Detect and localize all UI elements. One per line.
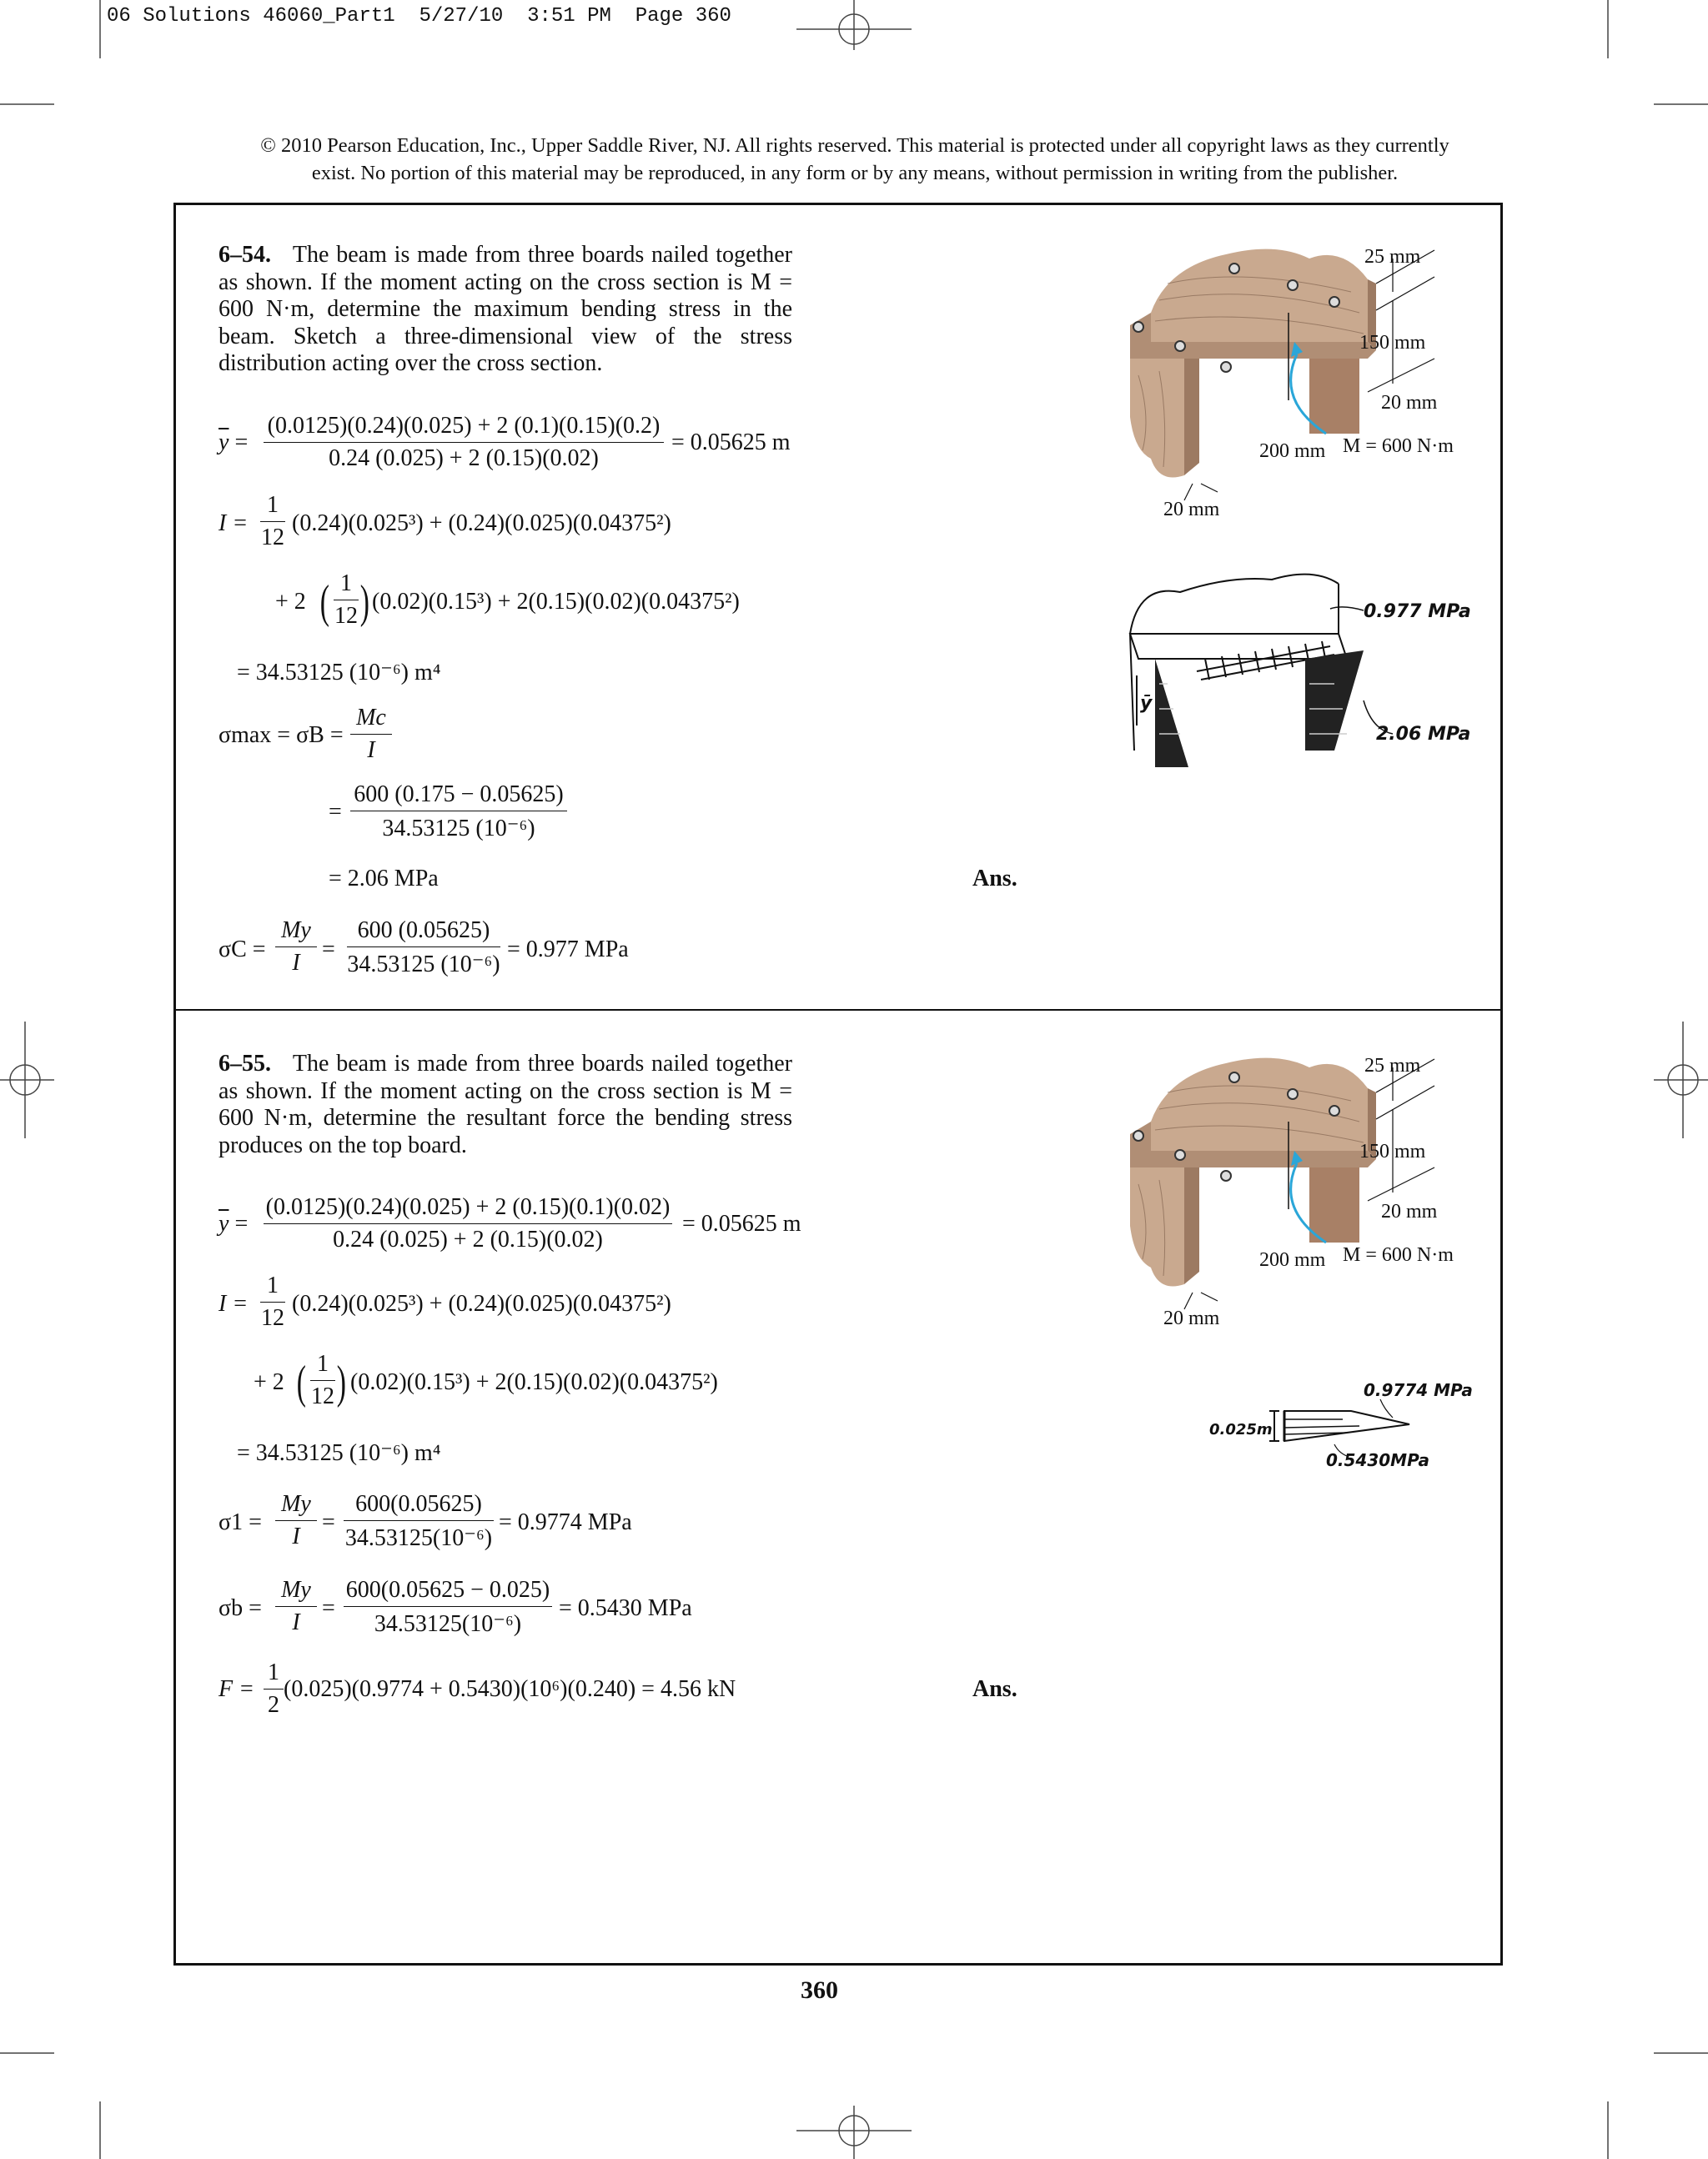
ybar-655-denominator: 0.24 (0.025) + 2 (0.15)(0.02) [333,1227,603,1253]
answer-label-655: Ans. [972,1676,1017,1702]
paren-left: ( [319,576,329,628]
I-655-lhs: I = [219,1291,249,1317]
dim-20-bottom-654: 20 mm [1163,499,1220,520]
sigma1-frac2: 600(0.05625) 34.53125(10⁻⁶) [344,1491,493,1551]
I-654-lhs: I = [219,510,249,536]
ybar-654-lhs: $\overline{y}$ = [219,429,249,455]
sigma-c-frac2: 600 (0.05625) 34.53125 (10⁻⁶) [347,917,500,977]
copyright-notice [192,132,1518,187]
sigmab-result: = 0.5430 MPa [559,1595,692,1621]
problem-divider [173,1009,1503,1011]
print-slug: 06 Solutions 46060_Part1 5/27/10 3:51 PM Page 360 [107,5,731,28]
dim-20-right-654: 20 mm [1381,392,1438,414]
sigmab-frac2: 600(0.05625 − 0.025) 34.53125(10⁻⁶) [344,1577,552,1638]
F-lhs: F = [219,1676,254,1702]
I-654-result: = 34.53125 (10⁻⁶) m⁴ [237,660,441,685]
problem-654-statement [219,242,792,378]
I-655-term1: (0.24)(0.025³) + (0.24)(0.025)(0.04375²) [292,1291,671,1317]
stress-sketch-655 [1201,1376,1473,1476]
problem-655-text: The beam is made from three boards nailed together as shown. If the moment acting on the cross section is M = 600 N·m, determine the resultant force the bending stress produces on the top board. [219,1051,792,1158]
dim-200-654: 200 mm [1259,440,1326,462]
sigma-c-eq: = [322,936,335,962]
I-654-frac: 1 12 [261,492,284,550]
ybar-654-result: = 0.05625 m [671,429,791,455]
sketch-top-stress-655: 0.9774 MPa [1364,1380,1473,1400]
I-654-line2-pre: + 2 [275,589,306,615]
sketch-bottom-stress-655: 0.5430MPa [1326,1450,1429,1470]
copyright-line-1: © 2010 Pearson Education, Inc., Upper Saddle River, NJ. All rights reserved. This material is protected under all copyright laws as they currently [260,134,1449,157]
sigma1-result: = 0.9774 MPa [499,1509,632,1535]
page-number: 360 [801,1976,838,2004]
sigma1-frac: My I [275,1491,317,1550]
copyright-line-2: exist. No portion of this material may be reproduced, in any form or by any means, without permission in writing from the publisher. [311,162,1399,184]
beam-figure-654 [1118,233,1468,525]
ybar-654-fraction [264,413,664,472]
ybar-654-numerator: (0.0125)(0.24)(0.025) + 2 (0.1)(0.15)(0.2) [267,413,661,439]
ybar-655-numerator: (0.0125)(0.24)(0.025) + 2 (0.15)(0.1)(0.02) [265,1194,671,1220]
sigma-max-result: = 2.06 MPa [329,866,439,891]
sketch-thickness-655: 0.025m [1209,1421,1273,1438]
sigma-max-frac: Mc I [350,705,392,764]
beam-figure-655 [1118,1042,1468,1334]
sigma-c-result: = 0.977 MPa [507,936,629,962]
dim-20-bottom-655: 20 mm [1163,1308,1220,1329]
ybar-655-result: = 0.05625 m [682,1211,801,1237]
sigmab-frac: My I [275,1577,317,1636]
I-654-term1: (0.24)(0.025³) + (0.24)(0.025)(0.04375²) [292,510,671,536]
sigma-max-lhs: σmax = σB = [219,722,344,748]
dim-25-654: 25 mm [1364,246,1421,268]
problem-655-statement [219,1051,792,1159]
I-655-line2-pre: + 2 [254,1369,284,1395]
dim-20-right-655: 20 mm [1381,1201,1438,1223]
sigma-max-frac2: 600 (0.175 − 0.05625) 34.53125 (10⁻⁶) [350,781,567,842]
ybar-655-fraction [264,1194,672,1253]
sketch-top-stress-654: 0.977 MPa [1364,601,1471,622]
moment-label-654: M = 600 N·m [1343,435,1454,457]
problem-654-number: 6–54. [219,242,271,268]
sigma-max-eq2: = [329,799,342,825]
F-term: (0.025)(0.9774 + 0.5430)(10⁶)(0.240) = 4.56 kN [284,1676,736,1702]
ybar-655-lhs: $\overline{y}$ = [219,1211,249,1237]
problem-655-number: 6–55. [219,1051,271,1077]
moment-label-655: M = 600 N·m [1343,1244,1454,1266]
I-655-line2-frac: 1 12 [311,1351,334,1409]
paren-right: ) [359,576,369,628]
dim-150-654: 150 mm [1359,332,1426,354]
ybar-sketch-label: ȳ [1140,693,1153,714]
problem-654-text: The beam is made from three boards nailed together as shown. If the moment acting on the cross section is M = 600 N·m, determine the maximum bending stress in the beam. Sketch a three-dimensional view of the stress distribution acting over the cross section. [219,242,792,376]
stress-sketch-654 [1122,559,1472,776]
I-654-line2-frac: 1 12 [334,570,358,629]
I-655-result: = 34.53125 (10⁻⁶) m⁴ [237,1440,441,1466]
right-web [1309,359,1359,434]
sketch-bottom-stress-654: 2.06 MPa [1376,724,1471,745]
dim-150-655: 150 mm [1359,1141,1426,1162]
dim-200-655: 200 mm [1259,1249,1326,1271]
sigma-c-frac: My I [275,917,317,977]
sigmab-lhs: σb = [219,1595,262,1621]
answer-label-654: Ans. [972,866,1017,891]
F-frac: 1 2 [264,1659,284,1719]
left-web [1130,359,1184,478]
sigma-c-lhs: σC = [219,936,266,962]
I-655-frac: 1 12 [261,1273,284,1331]
I-655-line2-term: (0.02)(0.15³) + 2(0.15)(0.02)(0.04375²) [350,1369,718,1395]
dim-25-655: 25 mm [1364,1055,1421,1077]
sigma1-lhs: σ1 = [219,1509,262,1535]
ybar-654-denominator: 0.24 (0.025) + 2 (0.15)(0.02) [329,445,599,471]
I-654-line2-term: (0.02)(0.15³) + 2(0.15)(0.02)(0.04375²) [372,589,740,615]
